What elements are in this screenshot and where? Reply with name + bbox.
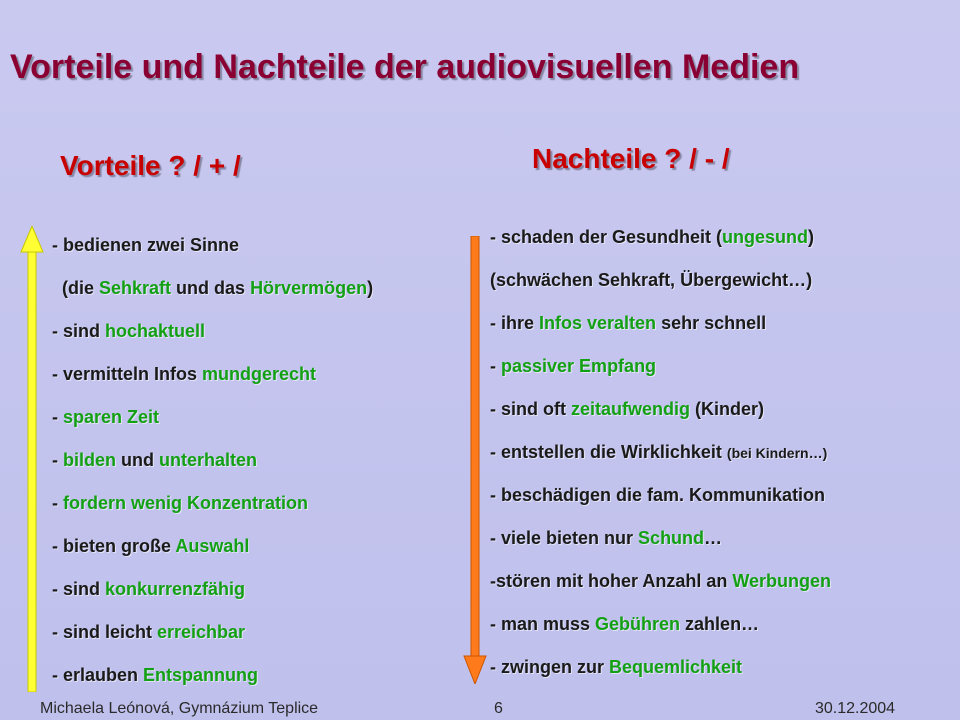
item-text: - xyxy=(52,450,63,470)
item-text: und xyxy=(116,450,159,470)
list-item xyxy=(52,234,373,277)
list-item xyxy=(52,578,373,621)
list-item xyxy=(490,527,831,570)
footer-date: 30.12.2004 xyxy=(815,700,896,717)
item-text: (schwächen Sehkraft, Übergewicht…) xyxy=(490,270,813,290)
highlighted-text: erreichbar xyxy=(157,622,246,642)
item-text: - bedienen zwei Sinne xyxy=(52,235,240,255)
item-text: (Kinder) xyxy=(690,399,764,419)
down-arrow-icon xyxy=(463,236,487,684)
highlighted-text: Hörvermögen xyxy=(250,278,368,298)
item-text: - erlauben xyxy=(52,665,144,685)
item-text: - entstellen die Wirklichkeit xyxy=(490,442,727,462)
highlighted-text: Bequemlichkeit xyxy=(609,657,743,677)
list-item xyxy=(490,269,831,312)
up-arrow-icon xyxy=(20,226,44,692)
slide-title: Vorteile und Nachteile der audiovisuellen Medien xyxy=(10,48,800,86)
list-item xyxy=(52,449,373,492)
item-text: - schaden der Gesundheit ( xyxy=(490,227,723,247)
highlighted-text: Infos veralten xyxy=(539,313,657,333)
list-item xyxy=(52,621,373,664)
item-text: und das xyxy=(171,278,251,298)
highlighted-text: Werbungen xyxy=(732,571,832,591)
highlighted-text: Auswahl xyxy=(175,536,250,556)
item-text: - zwingen zur xyxy=(490,657,609,677)
highlighted-text: hochaktuell xyxy=(105,321,206,341)
item-text: - xyxy=(490,356,501,376)
item-text: - xyxy=(52,407,63,427)
footer-page-number: 6 xyxy=(494,700,503,717)
list-item xyxy=(52,406,373,449)
list-item xyxy=(490,441,831,484)
item-text: - beschädigen die fam. Kommunikation xyxy=(490,485,826,505)
disadvantages-list xyxy=(490,226,831,699)
highlighted-text: Entspannung xyxy=(143,665,259,685)
highlighted-text: passiver Empfang xyxy=(501,356,657,376)
list-item xyxy=(490,226,831,269)
item-text: - ihre xyxy=(490,313,540,333)
list-item xyxy=(52,535,373,578)
item-text: (die xyxy=(52,278,100,298)
list-item xyxy=(490,570,831,613)
item-text: - sind leicht xyxy=(52,622,158,642)
disadvantages-heading: Nachteile ? / - / xyxy=(532,143,730,174)
highlighted-text: konkurrenzfähig xyxy=(105,579,246,599)
item-text: - viele bieten nur xyxy=(490,528,639,548)
highlighted-text: Schund xyxy=(638,528,705,548)
item-text: - sind xyxy=(52,321,105,341)
highlighted-text: fordern xyxy=(63,493,126,513)
item-text: - sind xyxy=(52,579,105,599)
list-item xyxy=(490,355,831,398)
item-text: … xyxy=(704,528,723,548)
advantages-heading: Vorteile ? / + / xyxy=(60,150,241,181)
list-item xyxy=(52,320,373,363)
advantages-list xyxy=(52,234,373,707)
highlighted-text: ungesund xyxy=(722,227,809,247)
item-text: -stören mit hoher Anzahl an xyxy=(490,571,733,591)
list-item xyxy=(490,484,831,527)
item-text: - sind oft xyxy=(490,399,571,419)
item-text: - bieten große xyxy=(52,536,176,556)
list-item xyxy=(52,492,373,535)
item-text: zahlen… xyxy=(680,614,760,634)
item-text: - xyxy=(52,493,63,513)
item-text: - man muss xyxy=(490,614,596,634)
item-text: ) xyxy=(808,227,815,247)
highlighted-text: unterhalten xyxy=(159,450,258,470)
highlighted-text: mundgerecht xyxy=(202,364,317,384)
list-item xyxy=(490,312,831,355)
highlighted-text: sparen Zeit xyxy=(63,407,160,427)
highlighted-text: zeitaufwendig xyxy=(570,399,690,419)
list-item xyxy=(52,277,373,320)
item-text: (bei Kindern…) xyxy=(726,445,828,461)
highlighted-text: Gebühren xyxy=(595,614,681,634)
item-text: ) xyxy=(367,278,374,298)
list-item xyxy=(490,656,831,699)
highlighted-text: wenig Konzentration xyxy=(131,493,309,513)
list-item xyxy=(490,613,831,656)
highlighted-text: Sehkraft xyxy=(99,278,172,298)
item-text: - vermitteln Infos xyxy=(52,364,203,384)
list-item xyxy=(490,398,831,441)
list-item xyxy=(52,363,373,406)
item-text: sehr schnell xyxy=(656,313,767,333)
highlighted-text: bilden xyxy=(63,450,116,470)
footer-author: Michaela Leónová, Gymnázium Teplice xyxy=(40,700,319,717)
